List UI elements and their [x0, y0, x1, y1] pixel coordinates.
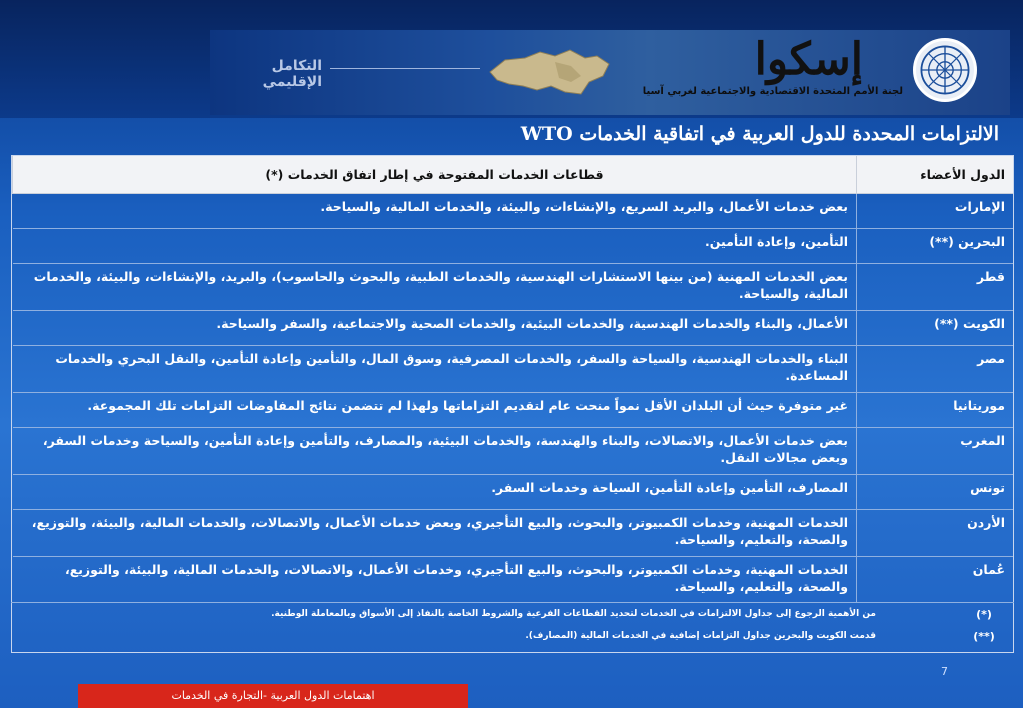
escwa-subtitle: لجنة الأمم المتحدة الاقتصادية والاجتماعية لغربي آسيا — [642, 86, 903, 97]
footer-caption: اهتمامات الدول العربية -التجارة في الخدمات — [78, 684, 468, 708]
sectors-cell: غير متوفرة حيث أن البلدان الأقل نمواً منحت عام لتقديم التزاماتها ولهذا لم تتضمن نتائج المفاوضات التزامات تلك المجموعة. — [13, 393, 857, 428]
sectors-cell: البناء والخدمات الهندسية، والسياحة والسفر، والخدمات المصرفية، وسوق المال، والتأمين وإعادة التأمين، والنقل البحري والخدمات المساعدة. — [13, 346, 857, 393]
table-row — [13, 311, 1014, 346]
commitments-table-grid — [12, 156, 1013, 603]
country-cell: الكويت (**) — [857, 311, 1014, 346]
sectors-cell: بعض خدمات الأعمال، والاتصالات، والبناء والهندسة، والخدمات البيئية، والمصارف، والتأمين وإعادة التأمين، والسياحة وخدمات السفر، وبعض مجالات النقل. — [13, 428, 857, 475]
table-row — [13, 428, 1014, 475]
integration-line-2: الإقليمي — [262, 74, 322, 90]
table-row — [13, 264, 1014, 311]
country-cell: الإمارات — [857, 194, 1014, 229]
sectors-cell: بعض الخدمات المهنية (من بينها الاستشارات الهندسية، والخدمات الطبية، والبحوث والحاسوب)، والبريد، والإنشاءات، والبيئة، والخدمات المالية، والسياحة. — [13, 264, 857, 311]
sectors-cell: التأمين، وإعادة التأمين. — [13, 229, 857, 264]
page-number: 7 — [941, 665, 948, 678]
sectors-cell: الخدمات المهنية، وخدمات الكمبيوتر، والبحوث، والبيع التأجيري، وخدمات الأعمال، والاتصالات، والخدمات المالية، والبيئة، والتوزيع، والصحة، والتعليم، والسياحة. — [13, 557, 857, 604]
table-row — [13, 194, 1014, 229]
country-cell: الأردن — [857, 510, 1014, 557]
header-countries: الدول الأعضاء — [857, 156, 1014, 194]
sectors-cell: المصارف، التأمين وإعادة التأمين، السياحة وخدمات السفر. — [13, 475, 857, 510]
country-cell: موريتانيا — [857, 393, 1014, 428]
escwa-logo: إسكوا — [754, 34, 863, 85]
table-row — [13, 510, 1014, 557]
country-cell: البحرين (**) — [857, 229, 1014, 264]
commitments-table — [11, 155, 1014, 653]
footnote-row — [11, 603, 1014, 625]
table-row — [13, 475, 1014, 510]
slide-title: الالتزامات المحددة للدول العربية في اتفاقية الخدمات WTO — [520, 123, 999, 145]
country-cell: مصر — [857, 346, 1014, 393]
table-header-row — [13, 156, 1014, 194]
footnotes — [11, 602, 1014, 647]
country-cell: المغرب — [857, 428, 1014, 475]
regional-integration-logo — [232, 58, 322, 90]
sectors-cell: الأعمال، والبناء والخدمات الهندسية، والخدمات البيئية، والخدمات الصحية والاجتماعية، والسفر والسياحة. — [13, 311, 857, 346]
country-cell: عُمان — [857, 557, 1014, 604]
un-emblem-icon — [913, 38, 977, 102]
footnote-text: من الأهمية الرجوع إلى جداول الالتزامات في الخدمات لتحديد القطاعات الفرعية والشروط الخاصة بالنفاذ إلى الأسواق وبالمعاملة الوطنية. — [271, 609, 876, 619]
table-row — [13, 557, 1014, 604]
country-cell: قطر — [857, 264, 1014, 311]
sectors-cell: بعض خدمات الأعمال، والبريد السريع، والإنشاءات، والبيئة، والخدمات المالية، والسياحة. — [13, 194, 857, 229]
footnote-row — [11, 625, 1014, 647]
arab-region-map-icon — [485, 42, 615, 102]
banner-divider — [330, 68, 480, 69]
sectors-cell: الخدمات المهنية، وخدمات الكمبيوتر، والبحوث، والبيع التأجيري، وبعض خدمات الأعمال، والاتصالات، والخدمات المالية، والبيئة، والتوزيع، والصحة، والتعليم، والسياحة. — [13, 510, 857, 557]
footnote-text: قدمت الكويت والبحرين جداول التزامات إضافية في الخدمات المالية (المصارف). — [525, 631, 876, 641]
footnote-mark: (**) — [973, 629, 995, 643]
header-sectors: قطاعات الخدمات المفتوحة في إطار اتفاق الخدمات (*) — [13, 156, 857, 194]
country-cell: تونس — [857, 475, 1014, 510]
integration-line-1: التكامل — [271, 58, 322, 74]
footnote-mark: (*) — [976, 607, 992, 621]
table-row — [13, 229, 1014, 264]
table-row — [13, 346, 1014, 393]
table-row — [13, 393, 1014, 428]
